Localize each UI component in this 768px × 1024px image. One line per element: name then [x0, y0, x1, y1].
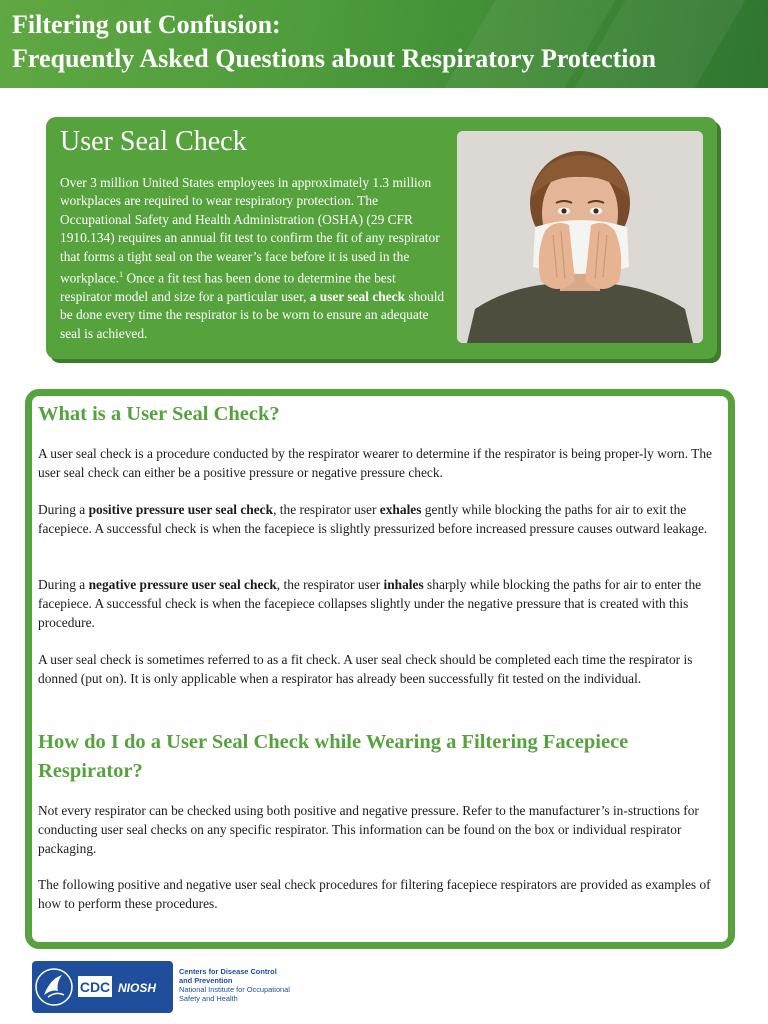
section2-heading	[38, 728, 628, 786]
hhs-eagle-icon	[32, 961, 173, 1013]
section1-heading: What is a User Seal Check?	[38, 403, 280, 425]
intro-box	[46, 117, 717, 359]
p2-text-e: gently while blocking the paths for air to exit the facepiece. A successful check is when the facepiece is slightly pressurized before increased pressure causes outward leakage.	[38, 502, 708, 536]
p3-text-e: sharply while blocking the paths for air to enter the facepiece. A successful check is when the facepiece collapses slightly under the negative pressure that is created with this procedure.	[38, 577, 702, 630]
section1-paragraph3	[38, 576, 722, 632]
p3-text-a: During a	[38, 577, 89, 592]
p3-bold-inhales: inhales	[383, 577, 424, 592]
intro-text	[60, 174, 446, 343]
page-title	[12, 8, 656, 76]
section2-heading-line1: How do I do a User Seal Check while Wearing a Filtering Facepiece	[38, 731, 629, 753]
footer-line2: and Prevention	[179, 976, 233, 985]
p2-text-a: During a	[38, 502, 89, 517]
page-title-line2: Frequently Asked Questions about Respiratory Protection	[12, 44, 656, 73]
section1-paragraph2	[38, 501, 722, 539]
footer-line1: Centers for Disease Control	[179, 967, 277, 976]
footer-line4: Safety and Health	[179, 994, 238, 1003]
cdc-label: CDC	[79, 979, 111, 995]
section2-heading-line2: Respirator?	[38, 760, 143, 782]
p2-bold-positive: positive pressure user seal check	[88, 502, 274, 517]
page-title-line1: Filtering out Confusion:	[12, 10, 281, 39]
p3-bold-negative: negative pressure user seal check	[88, 577, 277, 592]
footer-agency-text	[179, 967, 329, 1003]
intro-text-part1: Over 3 million United States employees in approximately 1.3 million workplaces are required to wear respiratory protection. The Occupational Safety and Health Administration (OSHA) (29 CFR 1910.134) requires an annual fit test to confirm the fit of any respirator that forms a tight seal on the wearer’s face before it is used in the workplace.	[60, 175, 440, 286]
content-box	[25, 389, 735, 949]
intro-text-bold: a user seal check	[309, 288, 406, 304]
intro-text-part3: should be done every time the respirator is to be worn to ensure an adequate seal is achieved.	[60, 288, 445, 341]
p3-text-c: , the respirator user	[276, 577, 384, 592]
section1-paragraph1: A user seal check is a procedure conducted by the respirator wearer to determine if the respirator is being proper-ly worn. The user seal check can either be a positive pressure or negative pressure check.	[38, 446, 712, 480]
header-banner	[0, 0, 768, 88]
section1-paragraph4: A user seal check is sometimes referred to as a fit check. A user seal check should be completed each time the respirator is donned (put on). It is only applicable when a respirator has already been successfully fit tested on the individual.	[38, 652, 693, 686]
footnote-marker: 1	[119, 270, 124, 280]
section2-paragraph2: The following positive and negative user seal check procedures for filtering facepiece respirators are provided as examples of how to perform these procedures.	[38, 877, 711, 911]
p2-bold-exhales: exhales	[379, 502, 422, 517]
section2-paragraph1: Not every respirator can be checked using both positive and negative pressure. Refer to the manufacturer’s in-structions for conducting user seal checks on any specific respirator. This information can be found on the box or individual respirator packaging.	[38, 803, 699, 856]
intro-heading: User Seal Check	[60, 126, 247, 157]
intro-text-part2: Once a fit test has been done to determine the best respirator model and size for a particular user,	[60, 270, 396, 304]
woman-covering-respirator-photo	[457, 131, 703, 343]
footer-line3: National Institute for Occupational	[179, 985, 290, 994]
niosh-label: NIOSH	[118, 981, 157, 995]
respirator-photo-illustration	[457, 131, 703, 343]
cdc-niosh-logo	[32, 961, 173, 1013]
p2-text-c: , the respirator user	[273, 502, 380, 517]
